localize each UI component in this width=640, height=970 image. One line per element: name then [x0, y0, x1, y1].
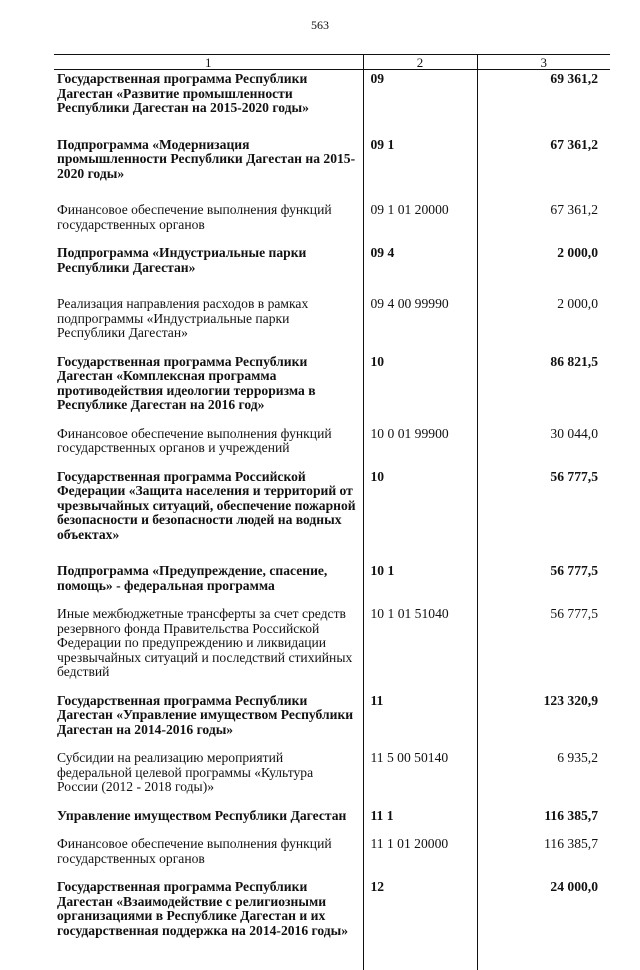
row-code: 09 [363, 70, 477, 116]
row-spacer [54, 456, 610, 468]
row-name: Управление имуществом Республики Дагестан [54, 807, 363, 824]
row-spacer [54, 823, 610, 835]
row-code: 09 1 [363, 136, 477, 182]
row-spacer [54, 593, 610, 605]
table-row [54, 295, 610, 341]
budget-table [54, 54, 610, 970]
row-spacer [54, 275, 610, 295]
row-amount: 30 044,0 [550, 425, 598, 441]
row-amount: 2 000,0 [557, 245, 598, 260]
row-name: Государственная программа Республики Дагестан «Комплексная программа противодействия идеологии терроризма в Республике Дагестан на 2016 год» [54, 353, 363, 413]
row-code: 12 [363, 878, 477, 938]
row-spacer [54, 680, 610, 692]
row-spacer [54, 413, 610, 425]
row-code: 11 5 00 50140 [363, 749, 477, 795]
row-name: Подпрограмма «Предупреждение, спасение, помощь» - федеральная программа [54, 562, 363, 593]
row-amount: 116 385,7 [544, 836, 598, 851]
row-name: Государственная программа Российской Федерации «Защита населения и территорий от чрезвычайных ситуаций, обеспечение пожарной безопасности и безопасности людей на водных объектах» [54, 468, 363, 543]
table-row [54, 562, 610, 593]
table-row [54, 244, 610, 275]
row-spacer [54, 232, 610, 244]
table-row [54, 136, 610, 182]
row-name: Государственная программа Республики Дагестан «Управление имуществом Республики Дагестан на 2014-2016 годы» [54, 692, 363, 738]
row-name: Подпрограмма «Индустриальные парки Республики Дагестан» [54, 244, 363, 275]
row-amount: 123 320,9 [543, 692, 598, 708]
table-row [54, 749, 610, 795]
table-row [54, 353, 610, 413]
row-name: Реализация направления расходов в рамках подпрограммы «Индустриальные парки Республики Дагестан» [54, 295, 363, 341]
row-amount: 86 821,5 [550, 353, 598, 369]
row-name: Финансовое обеспечение выполнения функций государственных органов и учреждений [54, 425, 363, 456]
row-amount: 116 385,7 [544, 807, 598, 823]
row-name: Субсидии на реализацию мероприятий федеральной целевой программы «Культура России (2012 - 2018 годы)» [54, 749, 363, 795]
column-header-amount: 3 [477, 55, 610, 70]
row-spacer [54, 737, 610, 749]
row-code: 10 [363, 353, 477, 413]
row-name: Финансовое обеспечение выполнения функций государственных органов [54, 835, 363, 866]
table-row [54, 692, 610, 738]
row-name: Финансовое обеспечение выполнения функций государственных органов [54, 201, 363, 232]
row-name: Подпрограмма «Модернизация промышленности Республики Дагестан на 2015-2020 годы» [54, 136, 363, 182]
table-row [54, 807, 610, 824]
row-name: Государственная программа Республики Дагестан «Взаимодействие с религиозными организациями в Республике Дагестан и их государственная поддержка на 2014-2016 годы» [54, 878, 363, 938]
table-row [54, 835, 610, 866]
row-spacer [54, 866, 610, 878]
column-header-name: 1 [54, 55, 363, 70]
row-spacer [54, 795, 610, 807]
table-row [54, 201, 610, 232]
row-amount: 56 777,5 [550, 563, 598, 578]
table-row [54, 425, 610, 456]
row-spacer [54, 938, 610, 970]
row-code: 11 1 01 20000 [363, 835, 477, 866]
header-row [54, 55, 610, 70]
table-row [54, 70, 610, 116]
row-code: 10 1 01 51040 [363, 605, 477, 680]
row-amount: 67 361,2 [550, 202, 598, 217]
row-code: 09 1 01 20000 [363, 201, 477, 232]
row-spacer [54, 116, 610, 136]
column-header-code: 2 [363, 55, 477, 70]
row-amount: 2 000,0 [557, 296, 598, 311]
row-spacer [54, 341, 610, 353]
row-amount: 67 361,2 [550, 136, 598, 152]
row-amount: 56 777,5 [550, 606, 598, 621]
row-spacer [54, 542, 610, 562]
table-row [54, 468, 610, 543]
row-code: 11 [363, 692, 477, 738]
row-code: 09 4 [363, 244, 477, 275]
row-code: 11 1 [363, 807, 477, 824]
row-code: 10 [363, 468, 477, 543]
row-code: 10 1 [363, 562, 477, 593]
page-number: 563 [311, 18, 329, 32]
row-name: Иные межбюджетные трансферты за счет средств резервного фонда Правительства Российской Федерации по предупреждению и ликвидации чрезвычайных ситуаций и последствий стихийных бедствий [54, 605, 363, 680]
row-amount: 56 777,5 [550, 468, 598, 484]
row-spacer [54, 181, 610, 201]
row-amount: 69 361,2 [550, 71, 598, 86]
row-amount: 6 935,2 [557, 750, 598, 765]
table-row [54, 878, 610, 938]
row-amount: 24 000,0 [550, 879, 598, 894]
table-row [54, 605, 610, 680]
row-code: 10 0 01 99900 [363, 425, 477, 456]
row-name: Государственная программа Республики Дагестан «Развитие промышленности Республики Дагестан на 2015-2020 годы» [54, 70, 363, 116]
row-code: 09 4 00 99990 [363, 295, 477, 341]
